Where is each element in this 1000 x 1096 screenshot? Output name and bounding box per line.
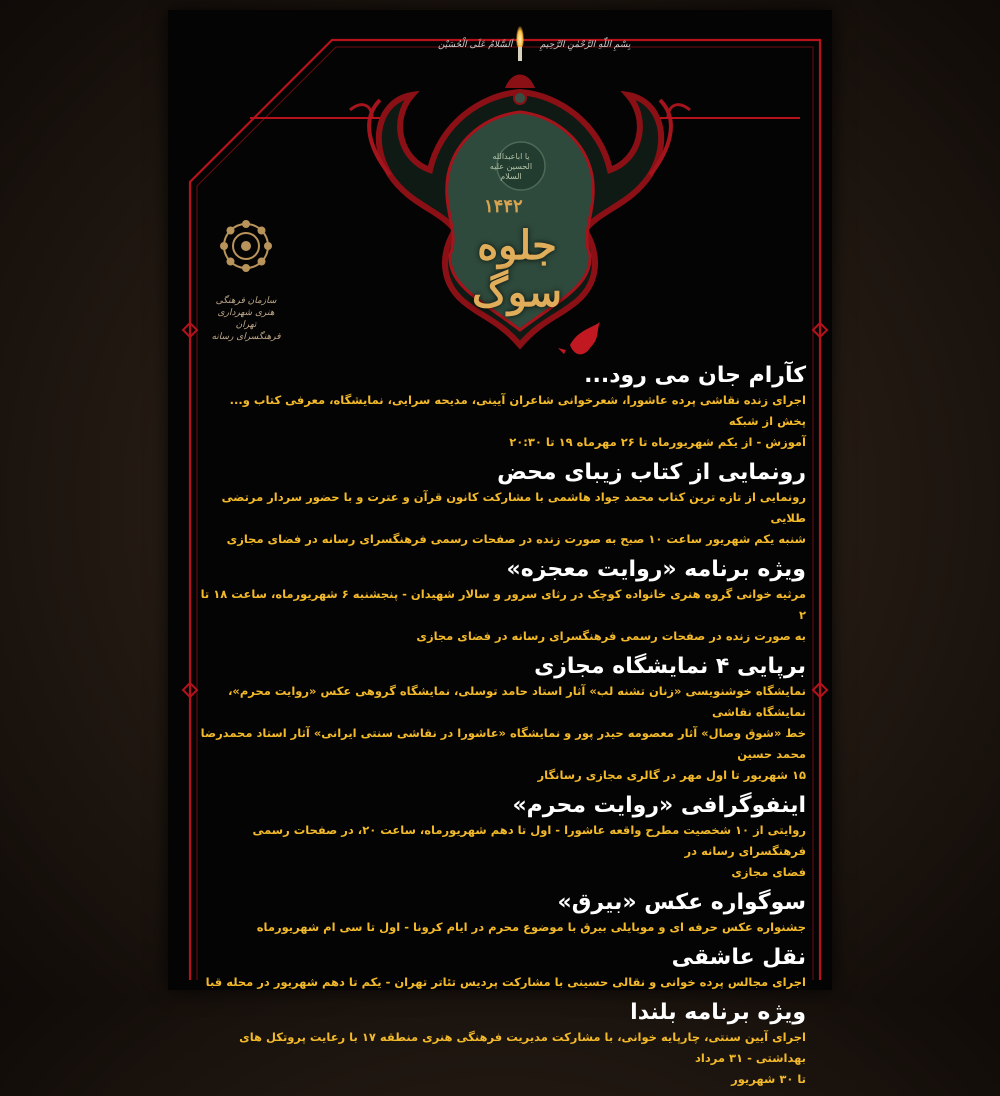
section-karam-jan <box>200 362 806 453</box>
section-title: رونمایی از کتاب زیبای محض <box>497 460 806 485</box>
section-title: ویژه برنامه بلندا <box>630 1000 806 1025</box>
section-title: کآرام جان می رود... <box>584 363 806 388</box>
section-naghl-asheghi <box>200 944 806 993</box>
section-line: آموزش - از یکم شهریورماه تا ۲۶ مهرماه ۱۹ تا ۲۰:۳۰ <box>509 435 806 449</box>
section-line: رونمایی از تازه ترین کتاب محمد جواد هاشمی با مشارکت کانون قرآن و عترت و با حضور سردار مرتضی طلایی <box>221 490 806 525</box>
section-line: ۱۵ شهریور تا اول مهر در گالری مجازی رسانگار <box>537 768 806 782</box>
emblem-year: ۱۴۴۲ <box>484 196 523 217</box>
section-line: جشنواره عکس حرفه ای و موبایلی بیرق با موضوع محرم در ایام کرونا - اول تا سی ام شهریورماه <box>256 920 806 934</box>
section-line: روایتی از ۱۰ شخصیت مطرح واقعه عاشورا - اول تا دهم شهریورماه، ساعت ۲۰، در صفحات رسمی فرهنگسرای رسانه در <box>252 823 806 858</box>
section-line: فضای مجازی <box>731 865 806 879</box>
section-title: برپایی ۴ نمایشگاه مجازی <box>534 654 806 679</box>
section-bolanda <box>200 999 806 1090</box>
section-line: شنبه یکم شهریور ساعت ۱۰ صبح به صورت زنده در صفحات رسمی فرهنگسرای رسانه در فضای مجازی <box>226 532 806 546</box>
candle-icon <box>518 47 522 61</box>
section-line: اجرای مجالس پرده خوانی و نقالی حسینی با مشارکت پردیس تئاتر تهران - یکم تا دهم شهریور در محله قبا <box>205 975 806 989</box>
header-calligraphy-left: اَلسَّلامُ عَلَی الْحُسَیْن <box>438 40 513 50</box>
section-line: خط «شوق وصال» آثار معصومه حیدر پور و نمایشگاه «عاشورا در نقاشی سنتی ایرانی» آثار استاد محمدرضا محمد حسین <box>200 726 806 761</box>
section-title: سوگواره عکس «بیرق» <box>557 890 806 915</box>
section-title: اینفوگرافی «روایت محرم» <box>512 793 806 818</box>
section-line: اجرای آیین سنتی، چارپایه خوانی، با مشارکت مدیریت فرهنگی هنری منطقه ۱۷ با رعایت پروتکل های بهداشتی - ۳۱ مرداد <box>239 1030 806 1065</box>
program-list <box>200 362 806 1096</box>
section-line: تا ۳۰ شهریور <box>731 1072 806 1086</box>
section-title: نقل عاشقی <box>671 945 806 970</box>
section-book-unveiling <box>200 459 806 550</box>
logo-caption <box>211 295 281 343</box>
section-line: مرثیه خوانی گروه هنری خانواده کوچک در رثای سرور و سالار شهیدان - پنجشنبه ۶ شهریورماه، ساعت ۱۸ تا ۲ <box>200 587 806 622</box>
red-bird-icon <box>558 322 600 354</box>
section-virtual-exhibitions <box>200 653 806 786</box>
section-line: به صورت زنده در صفحات رسمی فرهنگسرای رسانه در فضای مجازی <box>416 629 806 643</box>
logo-caption-line2: فرهنگسرای رسانه <box>211 332 281 342</box>
emblem-title: جلوه سوگ <box>472 222 562 316</box>
section-photo-festival <box>200 889 806 938</box>
header-calligraphy-right: بِسْمِ اللّٰهِ الرَّحْمٰنِ الرَّحِیمِ <box>540 40 631 50</box>
section-line: نمایشگاه خوشنویسی «زنان تشنه لب» آثار استاد حامد توسلی، نمایشگاه گروهی عکس «روایت محرم»، نمایشگاه نقاشی <box>228 684 806 719</box>
section-title: ویژه برنامه «روایت معجزه» <box>506 557 806 582</box>
section-revayat-mojeze <box>200 556 806 647</box>
logo-caption-line1: سازمان فرهنگی هنری شهرداری تهران <box>215 296 277 330</box>
section-infographic <box>200 792 806 883</box>
rosette-logo-icon <box>220 220 272 272</box>
section-line: اجرای زنده نقاشی پرده عاشورا، شعرخوانی شاعران آیینی، مدیحه سرایی، نمایشگاه، معرفی کتاب و... پخش از شبکه <box>229 393 806 428</box>
emblem-seal-text: یا اباعبدالله الحسین علیه السلام <box>489 152 533 181</box>
